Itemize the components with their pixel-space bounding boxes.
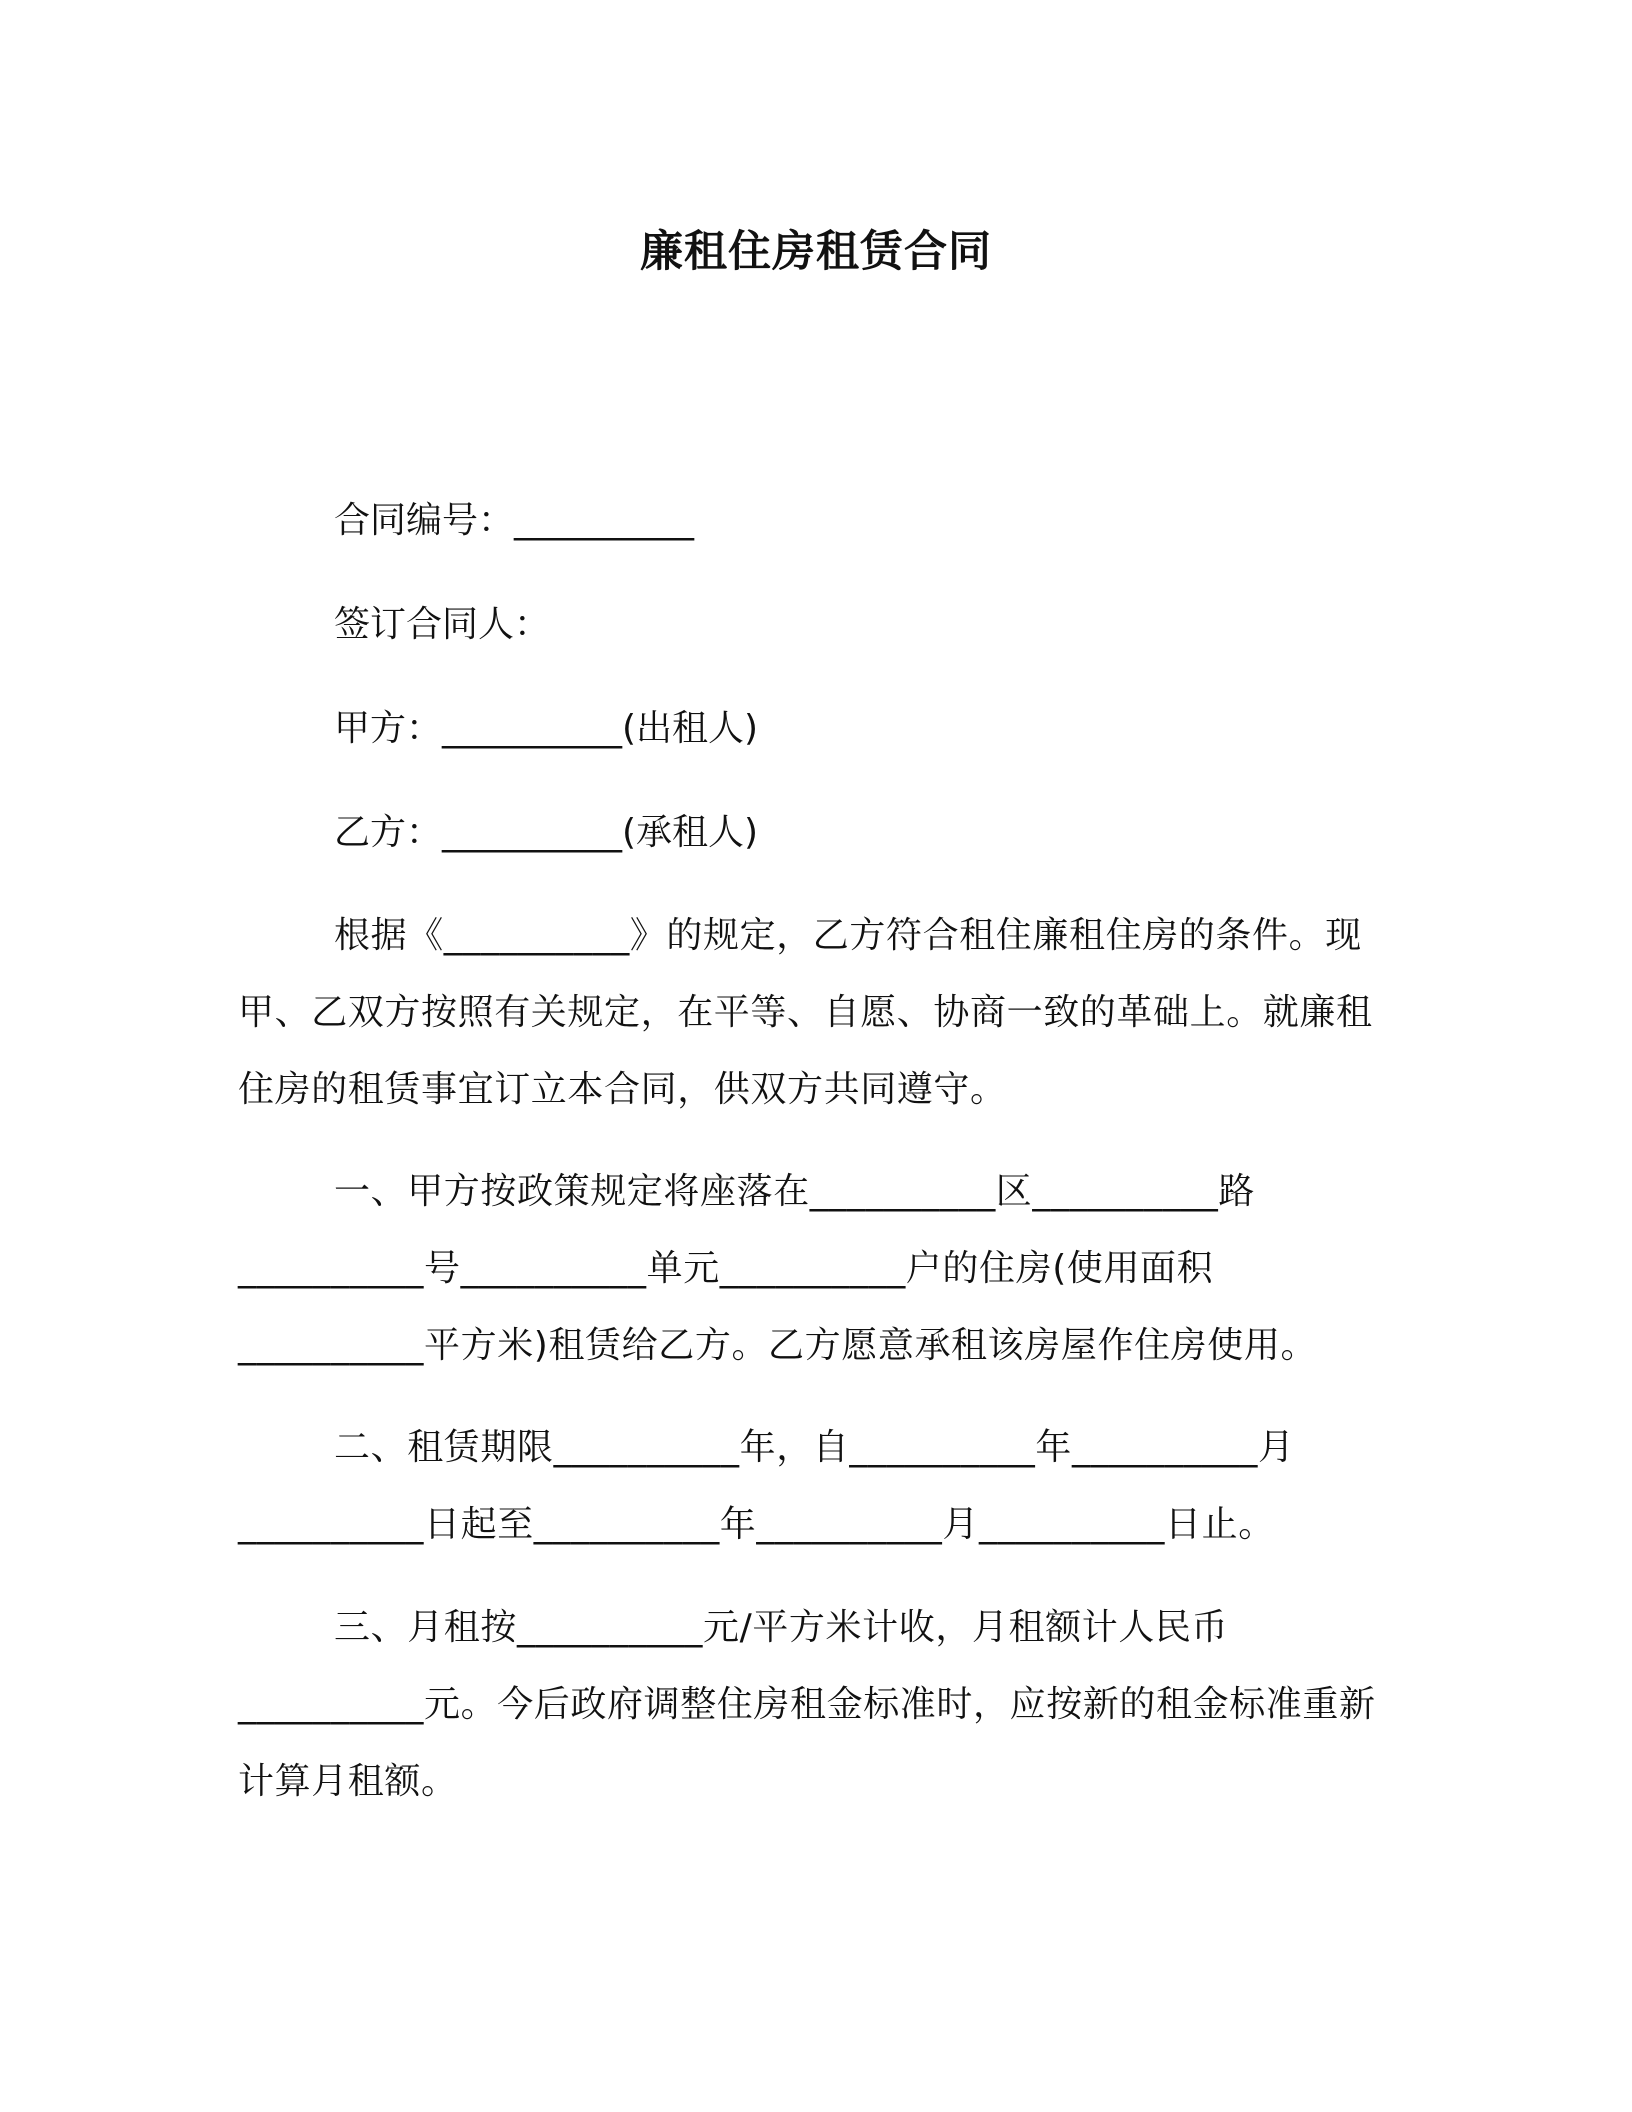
clause-2-paragraph: 二、租赁期限__________年，自__________年__________月__________日起至__________年__________月__________日止。 — [238, 1427, 1295, 1545]
document-title: 廉租住房租赁合同 — [640, 227, 992, 277]
party-a-line: 甲方：__________(出租人) — [334, 708, 759, 749]
clause-1-paragraph: 一、甲方按政策规定将座落在__________区__________路__________号__________单元__________户的住房(使用面积__________平方米)租赁给乙方。乙方愿意承租该房屋作住房使用。 — [238, 1171, 1318, 1366]
preamble-paragraph: 根据《__________》的规定，乙方符合租住廉租住房的条件。现甲、乙双方按照有关规定，在平等、自愿、协商一致的革础上。就廉租住房的租赁事宜订立本合同，供双方共同遵守。 — [238, 915, 1373, 1110]
contract-number-line: 合同编号：__________ — [334, 500, 695, 541]
party-b-line: 乙方：__________(承租人) — [334, 812, 759, 853]
signatories-line: 签订合同人： — [334, 604, 551, 645]
clause-3-paragraph: 三、月租按__________元/平方米计收，月租额计人民币__________元。今后政府调整住房租金标准时，应按新的租金标准重新计算月租额。 — [238, 1607, 1376, 1802]
